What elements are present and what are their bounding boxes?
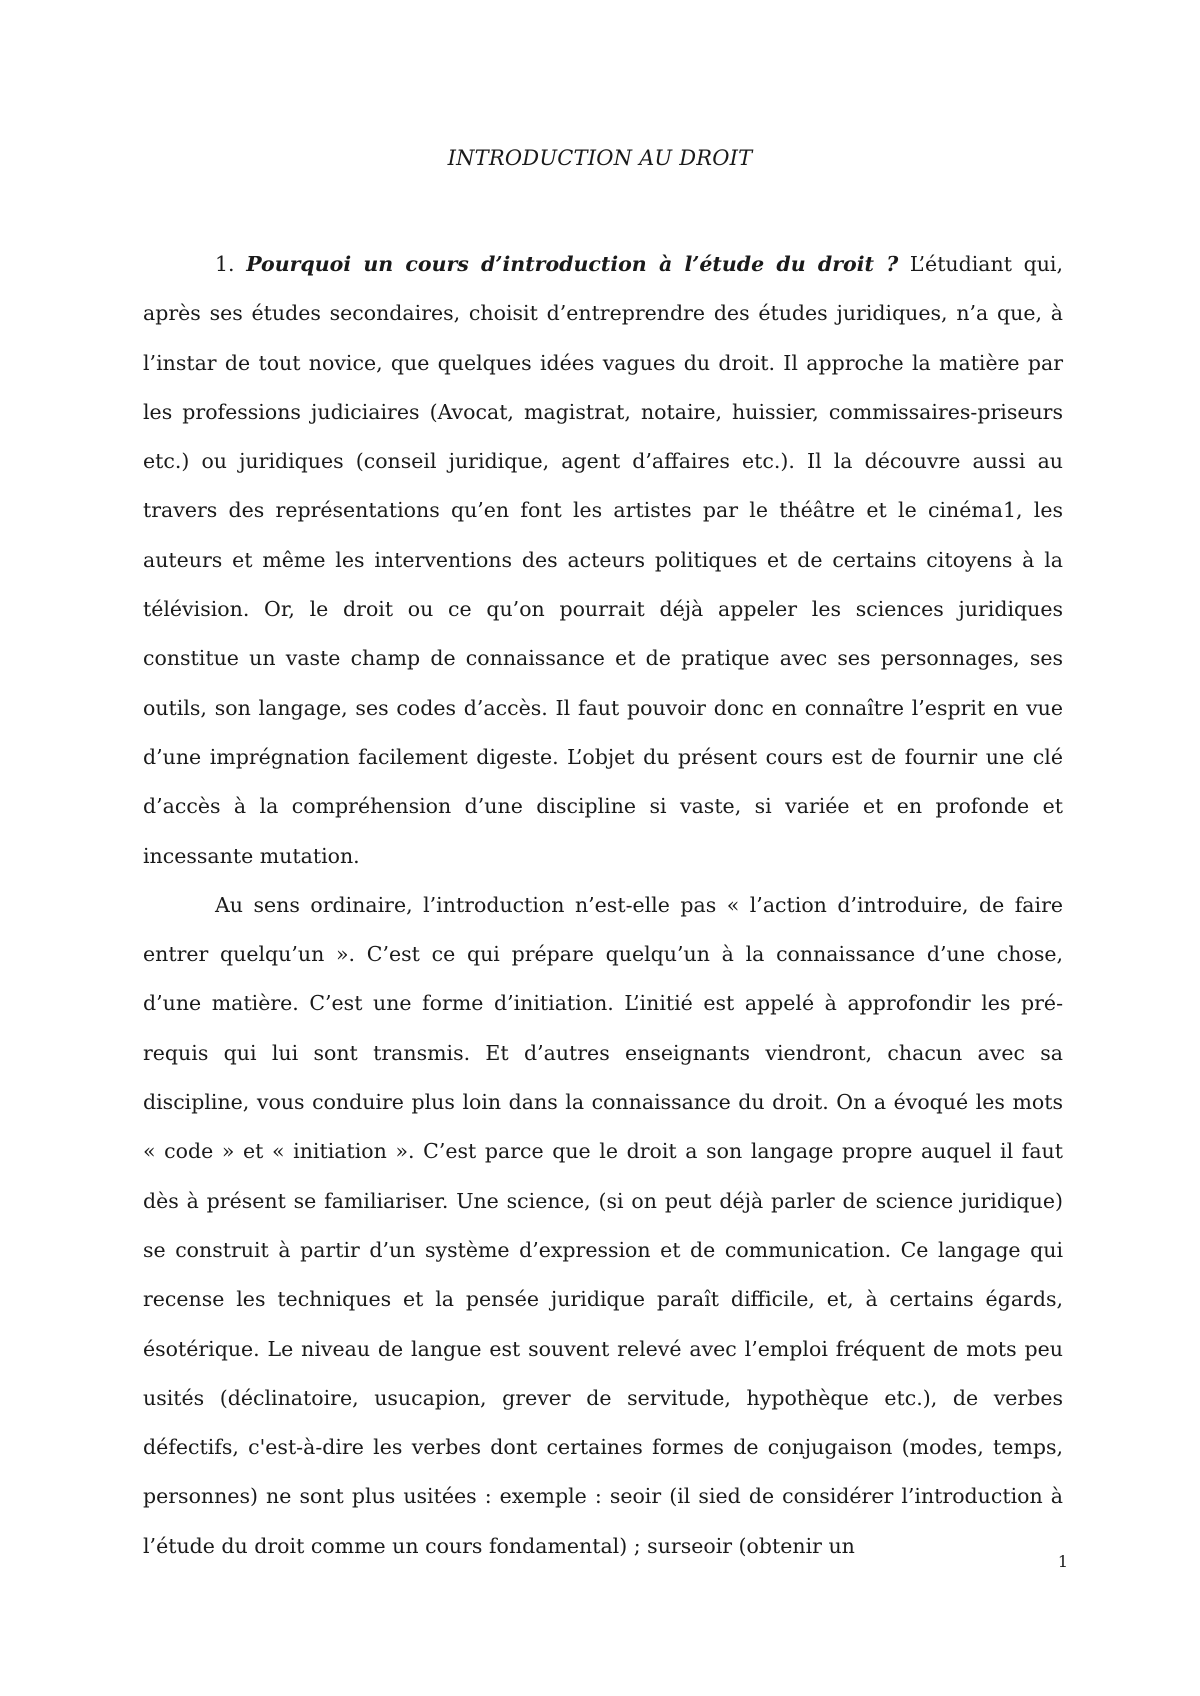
paragraph-2: [143, 881, 1063, 1571]
paragraph-1-number: 1.: [215, 252, 235, 276]
paragraph-1: [143, 240, 1063, 881]
paragraph-1-text: L’étudiant qui, après ses études secondaires, choisit d’entreprendre des études juridiques, n’a que, à l’instar de tout novice, que quelques idées vagues du droit. Il approche la matière par les professions judiciaires (Avocat, magistrat, notaire, huissier, commissaires-priseurs etc.) ou juridiques (conseil juridique, agent d’affaires etc.). Il la découvre aussi au travers des représentations qu’en font les artistes par le théâtre et le cinéma1, les auteurs et même les interventions des acteurs politiques et de certains citoyens à la télévision. Or, le droit ou ce qu’on pourrait déjà appeler les sciences juridiques constitue un vaste champ de connaissance et de pratique avec ses personnages, ses outils, son langage, ses codes d’accès. Il faut pouvoir donc en connaître l’esprit en vue d’une imprégnation facilement digeste. L’objet du présent cours est de fournir une clé d’accès à la compréhension d’une discipline si vaste, si variée et en profonde et incessante mutation.: [143, 252, 1063, 868]
paragraph-2-text: Au sens ordinaire, l’introduction n’est-elle pas « l’action d’introduire, de faire entrer quelqu’un ». C’est ce qui prépare quelqu’un à la connaissance d’une chose, d’une matière. C’est une forme d’initiation. L’initié est appelé à approfondir les pré-requis qui lui sont transmis. Et d’autres enseignants viendront, chacun avec sa discipline, vous conduire plus loin dans la connaissance du droit. On a évoqué les mots « code » et « initiation ». C’est parce que le droit a son langage propre auquel il faut dès à présent se familiariser. Une science, (si on peut déjà parler de science juridique) se construit à partir d’un système d’expression et de communication. Ce langage qui recense les techniques et la pensée juridique paraît difficile, et, à certains égards, ésotérique. Le niveau de langue est souvent relevé avec l’emploi fréquent de mots peu usités (déclinatoire, usucapion, grever de servitude, hypothèque etc.), de verbes défectifs, c'est-à-dire les verbes dont certaines formes de conjugaison (modes, temps, personnes) ne sont plus usitées : exemple : seoir (il sied de considérer l’introduction à l’étude du droit comme un cours fondamental) ; surseoir (obtenir un: [143, 892, 1063, 1558]
document-body: [143, 240, 1063, 1571]
paragraph-1-heading: Pourquoi un cours d’introduction à l’étude du droit ?: [246, 252, 899, 276]
page-number: 1: [1057, 1552, 1068, 1571]
document-title: INTRODUCTION AU DROIT: [447, 146, 753, 170]
